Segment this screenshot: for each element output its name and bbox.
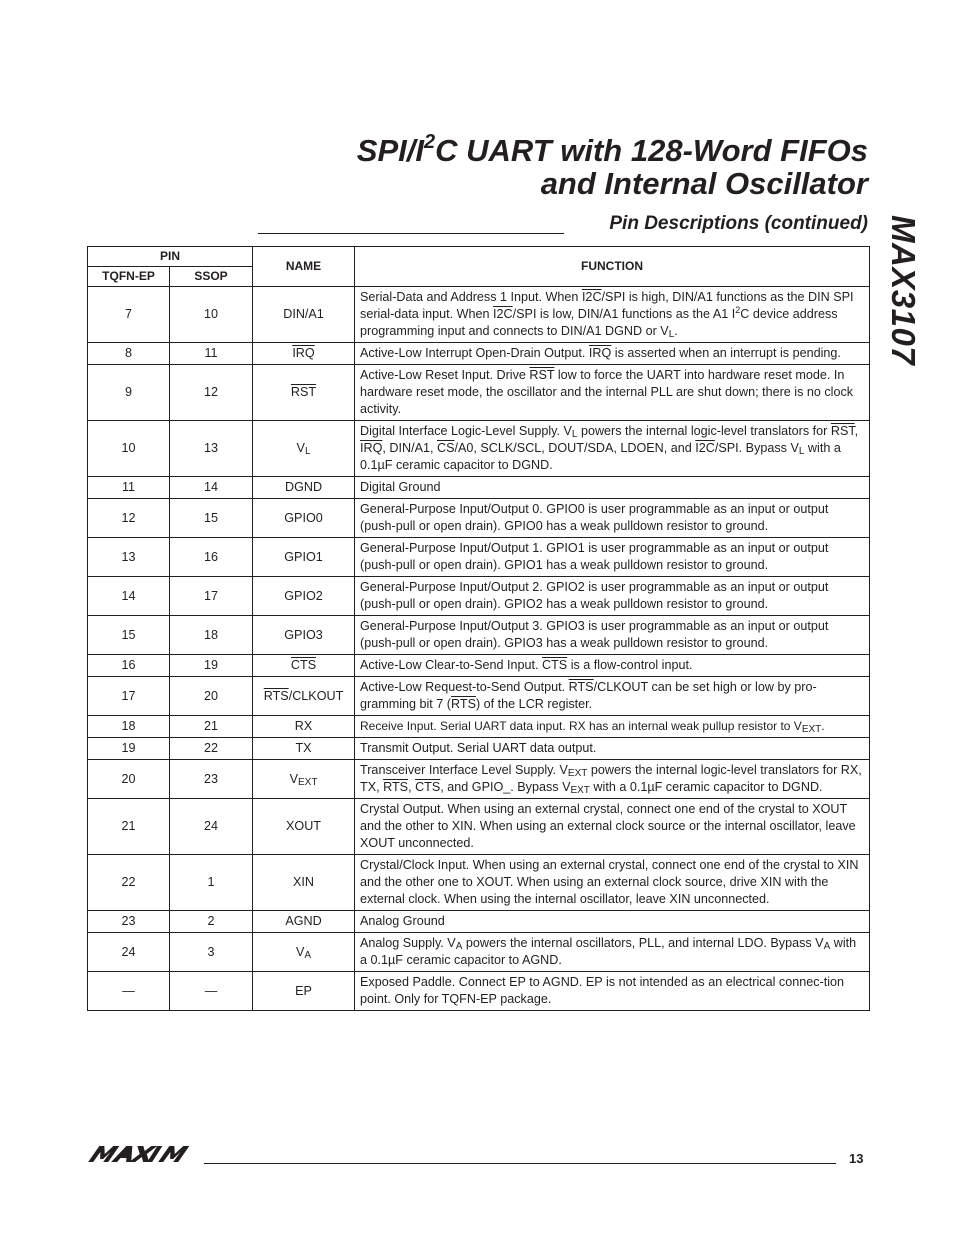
table-row — [88, 287, 870, 343]
page-number: 13 — [849, 1151, 864, 1166]
pin-tqfn-cell: 18 — [88, 716, 170, 738]
pin-tqfn-cell: 15 — [88, 616, 170, 655]
pin-function-cell: General-Purpose Input/Output 3. GPIO3 is user programmable as an input or output (push-pull or open drain). GPIO3 has a weak pulldown resistor to ground. — [355, 616, 870, 655]
pin-name-cell: DIN/A1 — [253, 287, 355, 343]
pin-tqfn-cell: 11 — [88, 477, 170, 499]
table-row — [88, 655, 870, 677]
table-row — [88, 365, 870, 421]
table-row — [88, 933, 870, 972]
pin-tqfn-cell: 8 — [88, 343, 170, 365]
pin-name-cell: $\overline{RTS}$/CLKOUT — [253, 677, 355, 716]
pin-ssop-cell: 3 — [170, 933, 253, 972]
pin-name-cell: AGND — [253, 911, 355, 933]
pin-name-cell: $\overline{RST}$ — [253, 365, 355, 421]
pin-tqfn-cell: 22 — [88, 855, 170, 911]
pin-name-cell: $V_{EXT}$ — [253, 760, 355, 799]
pin-tqfn-cell: 12 — [88, 499, 170, 538]
pin-function-cell: Crystal/Clock Input. When using an external crystal, connect one end of the crystal to XIN and the other one to XOUT. When using an external clock source, drive XIN with the external clock. When using the internal oscillator, leave XIN unconnected. — [355, 855, 870, 911]
table-row — [88, 760, 870, 799]
table-row — [88, 421, 870, 477]
pin-function-cell: General-Purpose Input/Output 0. GPIO0 is user programmable as an input or output (push-pull or open drain). GPIO0 has a weak pulldown resistor to ground. — [355, 499, 870, 538]
pin-tqfn-cell: 21 — [88, 799, 170, 855]
pin-name-cell: $\overline{IRQ}$ — [253, 343, 355, 365]
pin-tqfn-cell: 23 — [88, 911, 170, 933]
pin-function-cell: Analog Ground — [355, 911, 870, 933]
maxim-logo — [88, 1144, 202, 1164]
title-line-1: SPI/$I^2C$ UART with 128-Word FIFOs — [356, 130, 868, 168]
document-title — [168, 130, 868, 201]
table-row — [88, 799, 870, 855]
pin-descriptions-table — [87, 246, 870, 1011]
pin-ssop-cell: 24 — [170, 799, 253, 855]
pin-function-cell: Active-Low Request-to-Send Output. $\overline{RTS}$/CLKOUT can be set high or low by pro-gramming bit 7 $(\overline{RTS})$ of the LCR register. — [355, 677, 870, 716]
pin-ssop-cell: 19 — [170, 655, 253, 677]
header-pin: PIN — [88, 247, 253, 267]
pin-ssop-cell: 21 — [170, 716, 253, 738]
part-number-label: MAX3107 — [885, 215, 922, 366]
pin-function-cell: Digital Ground — [355, 477, 870, 499]
table-body — [88, 287, 870, 1011]
pin-name-cell: GPIO1 — [253, 538, 355, 577]
pin-ssop-cell: 10 — [170, 287, 253, 343]
header-name: NAME — [253, 247, 355, 287]
table-row — [88, 477, 870, 499]
pin-ssop-cell: — — [170, 972, 253, 1011]
header-function: FUNCTION — [355, 247, 870, 287]
logo-text: MAXIM — [88, 1144, 92, 1145]
pin-tqfn-cell: 17 — [88, 677, 170, 716]
pin-tqfn-cell: — — [88, 972, 170, 1011]
pin-tqfn-cell: 10 — [88, 421, 170, 477]
pin-ssop-cell: 13 — [170, 421, 253, 477]
header-ssop: SSOP — [170, 267, 253, 287]
pin-function-cell: Transceiver Interface Level Supply. $V_{EXT}$ powers the internal logic-level translators for RX, TX, $\overline{RTS}$, $\overline{CTS}$, and GPIO_. Bypass $V_{EXT}$ with a 0.1µF ceramic capacitor to DGND. — [355, 760, 870, 799]
pin-function-cell: General-Purpose Input/Output 1. GPIO1 is user programmable as an input or output (push-pull or open drain). GPIO1 has a weak pulldown resistor to ground. — [355, 538, 870, 577]
table-row — [88, 738, 870, 760]
pin-name-cell: $\overline{CTS}$ — [253, 655, 355, 677]
pin-name-cell: EP — [253, 972, 355, 1011]
pin-name-cell: TX — [253, 738, 355, 760]
table-row — [88, 577, 870, 616]
pin-ssop-cell: 1 — [170, 855, 253, 911]
pin-ssop-cell: 14 — [170, 477, 253, 499]
footer-rule — [204, 1163, 836, 1164]
pin-ssop-cell: 16 — [170, 538, 253, 577]
pin-name-cell: $V_L$ — [253, 421, 355, 477]
pin-ssop-cell: 2 — [170, 911, 253, 933]
pin-tqfn-cell: 19 — [88, 738, 170, 760]
table-row — [88, 616, 870, 655]
pin-tqfn-cell: 9 — [88, 365, 170, 421]
pin-name-cell: RX — [253, 716, 355, 738]
pin-ssop-cell: 22 — [170, 738, 253, 760]
pin-name-cell: GPIO0 — [253, 499, 355, 538]
title-line-2: and Internal Oscillator — [540, 166, 868, 201]
section-rule — [258, 233, 564, 234]
pin-function-cell: Exposed Paddle. Connect EP to AGND. EP is not intended as an electrical connec-tion point. Only for TQFN-EP package. — [355, 972, 870, 1011]
table-row — [88, 343, 870, 365]
pin-function-cell: Active-Low Interrupt Open-Drain Output. $\overline{IRQ}$ is asserted when an interrupt is pending. — [355, 343, 870, 365]
table-row — [88, 972, 870, 1011]
pin-ssop-cell: 17 — [170, 577, 253, 616]
pin-tqfn-cell: 13 — [88, 538, 170, 577]
header-tqfn: TQFN-EP — [88, 267, 170, 287]
pin-name-cell: $V_A$ — [253, 933, 355, 972]
pin-function-cell: General-Purpose Input/Output 2. GPIO2 is user programmable as an input or output (push-pull or open drain). GPIO2 has a weak pulldown resistor to ground. — [355, 577, 870, 616]
pin-function-cell: Analog Supply. $V_A$ powers the internal oscillators, PLL, and internal LDO. Bypass $V_A$ with a 0.1µF ceramic capacitor to AGND. — [355, 933, 870, 972]
table-row — [88, 538, 870, 577]
pin-tqfn-cell: 20 — [88, 760, 170, 799]
table-row — [88, 911, 870, 933]
pin-tqfn-cell: 14 — [88, 577, 170, 616]
pin-name-cell: XIN — [253, 855, 355, 911]
table-row — [88, 855, 870, 911]
pin-ssop-cell: 15 — [170, 499, 253, 538]
pin-name-cell: DGND — [253, 477, 355, 499]
pin-function-cell: Active-Low Reset Input. Drive $\overline{RST}$ low to force the UART into hardware reset mode. In hardware reset mode, the oscillator and the internal PLL are shut down; there is no clock activity. — [355, 365, 870, 421]
pin-function-cell: Transmit Output. Serial UART data output. — [355, 738, 870, 760]
pin-tqfn-cell: 16 — [88, 655, 170, 677]
pin-ssop-cell: 12 — [170, 365, 253, 421]
section-heading: Pin Descriptions (continued) — [609, 213, 868, 234]
pin-function-cell: Digital Interface Logic-Level Supply. $V_L$ powers the internal logic-level translators for $\overline{RST}$, $\overline{IRQ}$, DIN/A1, $\overline{CS}/A0$, SCLK/SCL, DOUT/SDA, LDOEN, and I2C/SPI. Bypass $V_L$ with a 0.1µF ceramic capacitor to DGND. — [355, 421, 870, 477]
pin-ssop-cell: 11 — [170, 343, 253, 365]
table-row — [88, 677, 870, 716]
table-row — [88, 716, 870, 738]
pin-name-cell: GPIO2 — [253, 577, 355, 616]
pin-tqfn-cell: 24 — [88, 933, 170, 972]
pin-ssop-cell: 20 — [170, 677, 253, 716]
pin-function-cell: Serial-Data and Address 1 Input. When I2C/SPI is high, DIN/A1 functions as the DIN SPI serial-data input. When I2C/SPI is low, DIN/A1 functions as the A1 $I^2C$ device address programming input and connects to DIN/A1 DGND or $V_L$. — [355, 287, 870, 343]
pin-name-cell: XOUT — [253, 799, 355, 855]
table-header-row — [88, 247, 870, 267]
pin-function-cell: Receive Input. Serial UART data input. RX has an internal weak pullup resistor to $V_{EXT}$. — [355, 716, 870, 738]
pin-tqfn-cell: 7 — [88, 287, 170, 343]
pin-name-cell: GPIO3 — [253, 616, 355, 655]
pin-ssop-cell: 23 — [170, 760, 253, 799]
table-row — [88, 499, 870, 538]
pin-function-cell: Active-Low Clear-to-Send Input. $\overline{CTS}$ is a flow-control input. — [355, 655, 870, 677]
pin-function-cell: Crystal Output. When using an external crystal, connect one end of the crystal to XOUT and the other to XIN. When using an external clock source or the internal oscillator, leave XOUT unconnected. — [355, 799, 870, 855]
pin-ssop-cell: 18 — [170, 616, 253, 655]
